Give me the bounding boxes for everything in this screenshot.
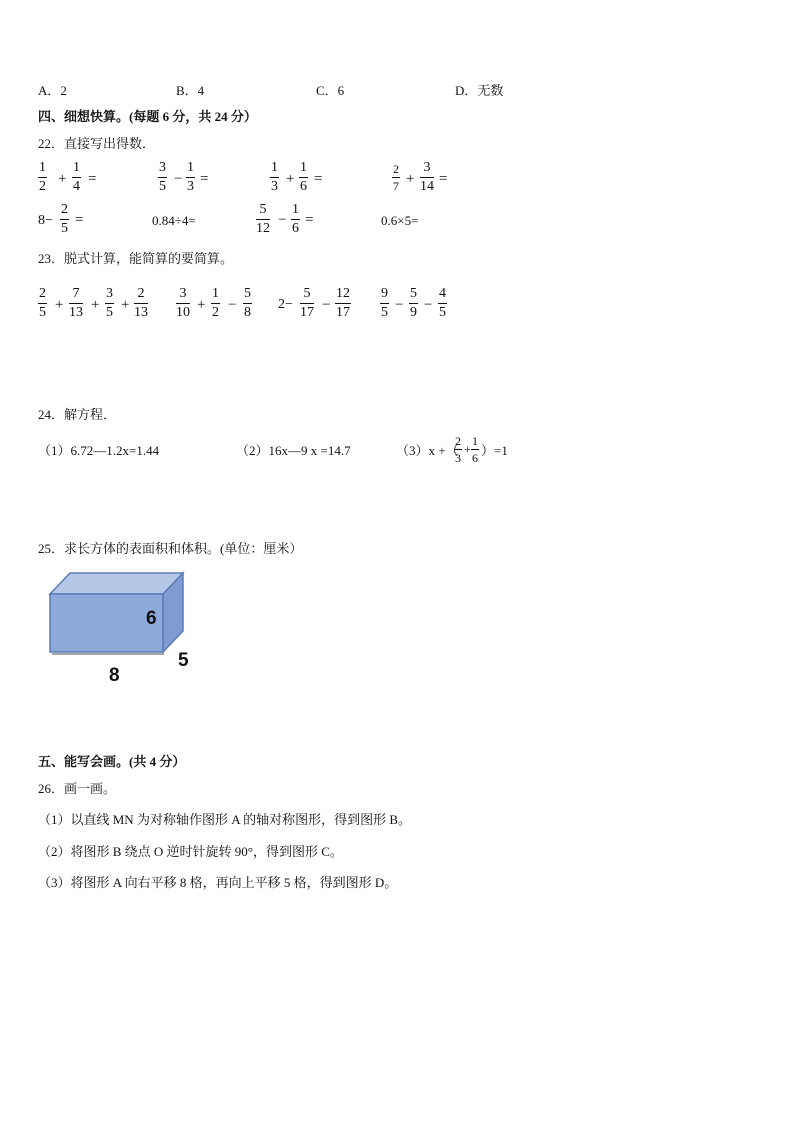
fraction: $\frac{3}{14}$ (420, 160, 434, 194)
q26-prompt: 26．画一画。 (38, 781, 117, 796)
fraction: $\frac{1}{6}$ (300, 160, 307, 194)
operator: − (174, 171, 183, 187)
cuboid-top-face (50, 573, 183, 594)
fraction: $\frac{9}{5}$ (381, 286, 388, 320)
fraction: $\frac{3}{10}$ (176, 286, 190, 320)
fraction: $\frac{5}{8}$ (244, 286, 251, 320)
choice-a: A．2 (38, 83, 67, 98)
fraction: $\frac{4}{5}$ (439, 286, 446, 320)
q24-prompt: 24．解方程． (38, 407, 117, 422)
equals-sign: = (200, 171, 209, 187)
q22-expr-8: 0.6×5= (381, 213, 419, 228)
cuboid-width-label: 5 (178, 650, 189, 671)
section4-title: 四、细想快算。(每题 6 分，共 24 分） (38, 109, 257, 124)
q22-prompt: 22．直接写出得数． (38, 136, 156, 151)
q26-step-3: （3）将图形 A 向右平移 8 格，再向上平移 5 格，得到图形 D。 (38, 875, 398, 890)
fraction: $\frac{2}{3}$ (455, 434, 461, 465)
integer-minus: 8− (38, 213, 53, 228)
operator: − (424, 297, 433, 313)
fraction: $\frac{3}{5}$ (106, 286, 113, 320)
fraction: $\frac{1}{3}$ (187, 160, 194, 194)
q25-prompt: 25．求长方体的表面积和体积。(单位：厘米） (38, 541, 303, 556)
fraction: $\frac{1}{6}$ (472, 434, 478, 465)
operator: + (58, 171, 67, 187)
choice-c: C．6 (316, 83, 345, 98)
fraction: $\frac{2}{7}$ (393, 162, 399, 193)
fraction: $\frac{5}{12}$ (256, 202, 270, 236)
q26-step-2: （2）将图形 B 绕点 O 逆时针旋转 90°，得到图形 C。 (38, 844, 343, 859)
fraction: $\frac{3}{5}$ (159, 160, 166, 194)
fraction: $\frac{2}{5}$ (39, 286, 46, 320)
q23-prompt: 23．脱式计算，能简算的要简算。 (38, 251, 234, 266)
q24-equation-1: （1）6.72—1.2x=1.44 (38, 443, 160, 458)
fraction: $\frac{1}{6}$ (292, 202, 299, 236)
operator: − (278, 212, 287, 228)
fraction: $\frac{5}{17}$ (300, 286, 314, 320)
fraction: $\frac{1}{2}$ (39, 160, 46, 194)
cuboid-height-label: 6 (146, 608, 157, 629)
fraction: $\frac{12}{17}$ (336, 286, 350, 320)
equation-prefix: （3）x +（ (396, 443, 459, 458)
integer-minus: 2− (278, 297, 293, 312)
equals-sign: = (75, 212, 84, 228)
fraction: $\frac{7}{13}$ (69, 286, 83, 320)
equals-sign: = (314, 171, 323, 187)
operator: − (228, 297, 237, 313)
q26-step-1: （1）以直线 MN 为对称轴作图形 A 的轴对称图形，得到图形 B。 (38, 812, 412, 827)
choice-d: D．无数 (455, 83, 504, 98)
fraction: $\frac{5}{9}$ (410, 286, 417, 320)
operator: + (55, 297, 64, 313)
operator: + (406, 171, 415, 187)
equation-suffix: ）=1 (481, 443, 508, 458)
cuboid-figure (44, 570, 194, 660)
q22-expr-6: 0.84÷4= (152, 213, 196, 228)
fraction: $\frac{1}{4}$ (73, 160, 80, 194)
equals-sign: = (439, 171, 448, 187)
choice-b: B．4 (176, 83, 205, 98)
operator: + (286, 171, 295, 187)
fraction: $\frac{1}{3}$ (271, 160, 278, 194)
equals-sign: = (305, 212, 314, 228)
operator: − (395, 297, 404, 313)
q24-equation-2: （2）16x—9 x =14.7 (236, 443, 351, 458)
equals-sign: = (88, 171, 97, 187)
operator: − (322, 297, 331, 313)
operator: + (121, 297, 130, 313)
operator: + (464, 442, 471, 456)
operator: + (91, 297, 100, 313)
fraction: $\frac{1}{2}$ (212, 286, 219, 320)
fraction: $\frac{2}{5}$ (61, 202, 68, 236)
cuboid-length-label: 8 (109, 665, 120, 686)
operator: + (197, 297, 206, 313)
section5-title: 五、能写会画。(共 4 分） (38, 754, 186, 769)
fraction: $\frac{2}{13}$ (134, 286, 148, 320)
